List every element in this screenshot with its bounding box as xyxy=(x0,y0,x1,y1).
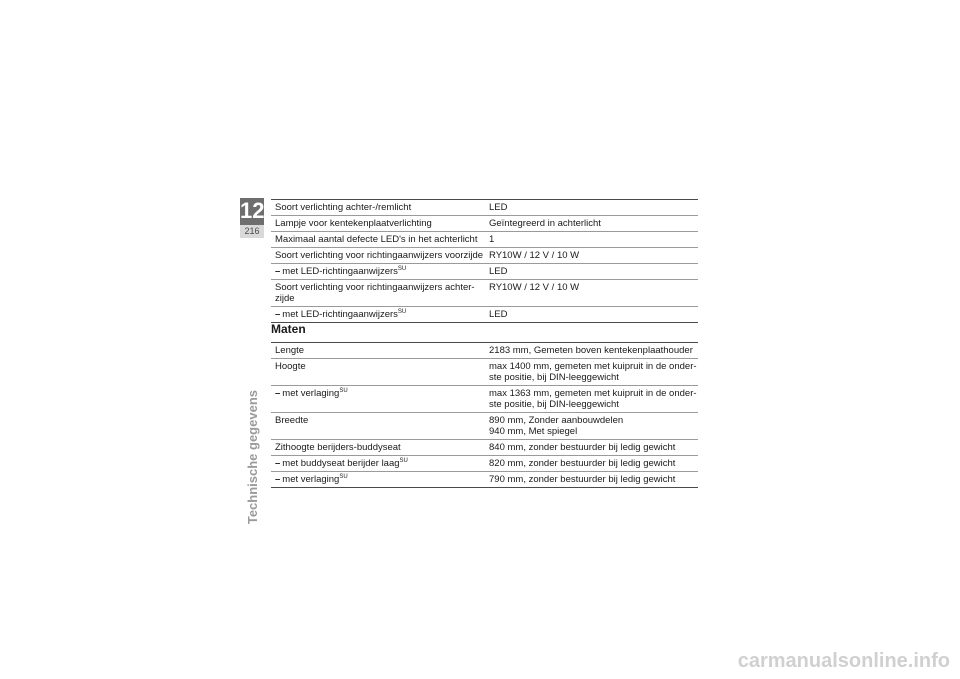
spec-label-cell xyxy=(271,440,485,456)
table-row xyxy=(271,264,698,280)
spec-value-cell xyxy=(485,248,698,264)
spec-value-cell xyxy=(485,456,698,472)
spec-label: Lampje voor kentekenplaatverlichting xyxy=(275,218,432,229)
table-row xyxy=(271,248,698,264)
chapter-badge xyxy=(240,198,264,238)
spec-label-cell xyxy=(271,386,485,413)
lighting-table xyxy=(271,199,698,323)
spec-value-cell xyxy=(485,264,698,280)
spec-label-cell xyxy=(271,280,485,307)
table-row xyxy=(271,456,698,472)
spec-label: Zithoogte berijders-buddyseat xyxy=(275,442,401,453)
spec-label: Soort verlichting achter-/remlicht xyxy=(275,202,412,213)
table-row xyxy=(271,472,698,488)
option-marker: SU xyxy=(339,473,348,480)
spec-value-cell xyxy=(485,280,698,307)
table-row xyxy=(271,359,698,386)
spec-label-cell xyxy=(271,216,485,232)
table-row xyxy=(271,200,698,216)
spec-label: met verlaging xyxy=(282,474,340,485)
spec-label: met verlaging xyxy=(282,388,340,399)
spec-value-cell xyxy=(485,216,698,232)
spec-value: 890 mm, Zonder aanbouwdelen 940 mm, Met spiegel xyxy=(489,415,624,437)
spec-value: 840 mm, zonder bestuurder bij ledig gewicht xyxy=(489,442,676,453)
side-chapter-title-wrap xyxy=(244,390,262,525)
side-chapter-title: Technische gegevens xyxy=(245,390,260,525)
spec-label-cell xyxy=(271,472,485,488)
spec-label-cell xyxy=(271,456,485,472)
spec-label-cell xyxy=(271,307,485,323)
spec-label: Lengte xyxy=(275,345,305,356)
spec-value: 1 xyxy=(489,234,495,245)
option-marker: SU xyxy=(397,265,407,272)
sub-item-dash: – xyxy=(275,474,281,485)
spec-value-cell xyxy=(485,472,698,488)
spec-label-cell xyxy=(271,232,485,248)
spec-label-cell xyxy=(271,343,485,359)
table-row xyxy=(271,413,698,440)
spec-value-cell xyxy=(485,413,698,440)
table-row xyxy=(271,280,698,307)
spec-value: 2183 mm, Gemeten boven kentekenplaathouder xyxy=(489,345,693,356)
spec-value-cell xyxy=(485,307,698,323)
table-row xyxy=(271,440,698,456)
spec-label: met LED-richtingaanwijzers xyxy=(282,266,398,277)
spec-label: Hoogte xyxy=(275,361,306,372)
spec-value-cell xyxy=(485,232,698,248)
spec-value: LED xyxy=(489,309,508,320)
spec-value: LED xyxy=(489,202,508,213)
spec-value-cell xyxy=(485,359,698,386)
table-row xyxy=(271,307,698,323)
option-marker: SU xyxy=(339,387,348,394)
spec-value: Geïntegreerd in achterlicht xyxy=(489,218,601,229)
spec-label-cell xyxy=(271,264,485,280)
sub-item-dash: – xyxy=(275,458,281,469)
spec-value: max 1363 mm, gemeten met kuipruit in de onder- ste positie, bij DIN-leeggewicht xyxy=(489,388,697,410)
table-row xyxy=(271,216,698,232)
page-number: 216 xyxy=(240,225,264,238)
sub-item-dash: – xyxy=(275,388,281,399)
table-row xyxy=(271,343,698,359)
spec-label-cell xyxy=(271,248,485,264)
spec-value: RY10W / 12 V / 10 W xyxy=(489,282,580,293)
spec-label: Soort verlichting voor richtingaanwijzers voorzijde xyxy=(275,250,484,261)
spec-value: LED xyxy=(489,266,508,277)
spec-label-cell xyxy=(271,359,485,386)
spec-value: 820 mm, zonder bestuurder bij ledig gewicht xyxy=(489,458,676,469)
spec-label: Maximaal aantal defecte LED's in het achterlicht xyxy=(275,234,478,245)
spec-value: max 1400 mm, gemeten met kuipruit in de onder- ste positie, bij DIN-leeggewicht xyxy=(489,361,697,383)
spec-label: met LED-richtingaanwijzers xyxy=(282,309,398,320)
sub-item-dash: – xyxy=(275,266,281,277)
option-marker: SU xyxy=(399,457,408,464)
sub-item-dash: – xyxy=(275,309,281,320)
spec-value-cell xyxy=(485,440,698,456)
spec-value: RY10W / 12 V / 10 W xyxy=(489,250,580,261)
spec-label-cell xyxy=(271,200,485,216)
chapter-number: 12 xyxy=(240,198,265,223)
spec-label: Soort verlichting voor richtingaanwijzers achter- zijde xyxy=(275,282,475,304)
spec-value-cell xyxy=(485,200,698,216)
spec-label: Breedte xyxy=(275,415,309,426)
spec-value-cell xyxy=(485,386,698,413)
table-row xyxy=(271,386,698,413)
dimensions-table xyxy=(271,342,698,488)
spec-value: 790 mm, zonder bestuurder bij ledig gewicht xyxy=(489,474,676,485)
section-heading-maten: Maten xyxy=(271,322,306,336)
spec-value-cell xyxy=(485,343,698,359)
table-row xyxy=(271,232,698,248)
option-marker: SU xyxy=(397,308,407,315)
spec-label-cell xyxy=(271,413,485,440)
watermark: carmanualsonline.info xyxy=(737,650,950,672)
spec-label: met buddyseat berijder laag xyxy=(282,458,400,469)
